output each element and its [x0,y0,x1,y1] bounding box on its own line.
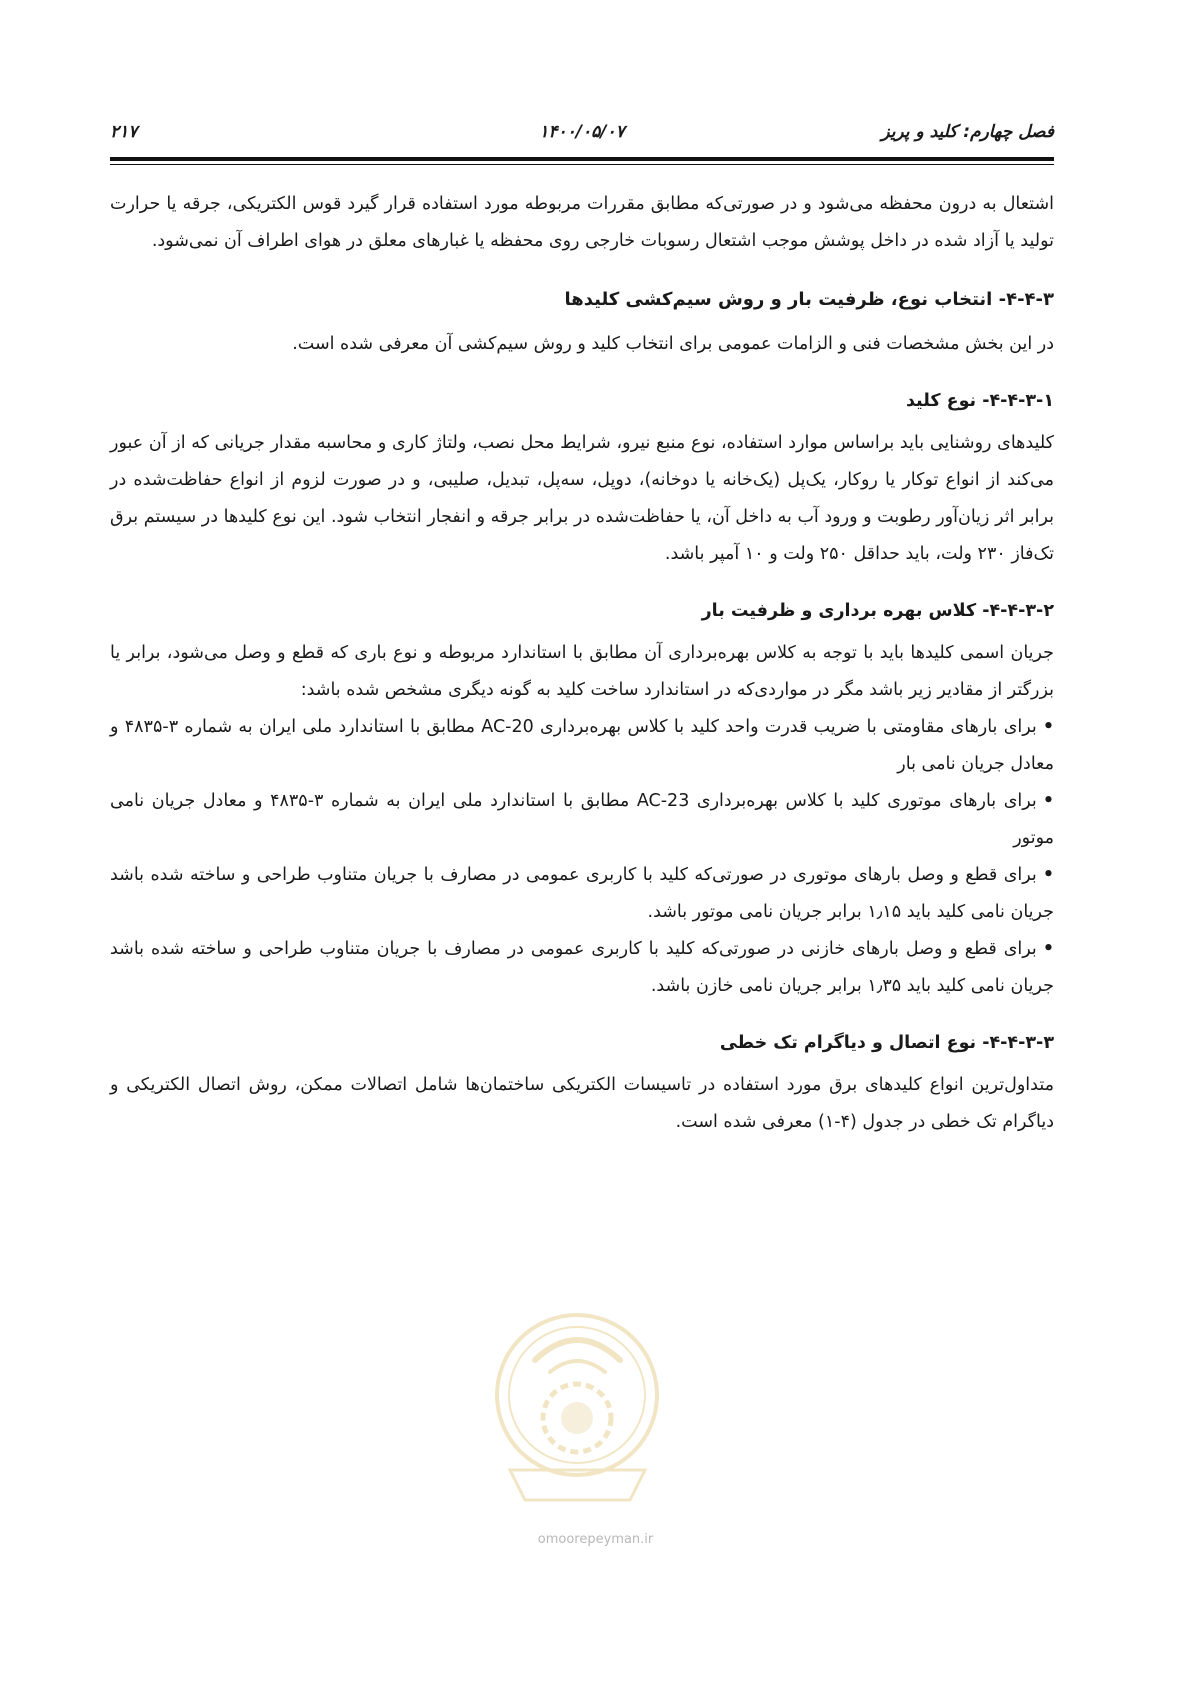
list-item-text: برای قطع و وصل بارهای خازنی در صورتی‌که کلید با کاربری عمومی در مصارف با جریان متناوب طراحی و ساخته شده باشد جریان نامی کلید باید ۱٫۳۵ برابر جریان نامی خازن باشد. [110,939,1054,996]
page-content [110,186,1054,1141]
list-item-text: برای بارهای موتوری کلید با کلاس بهره‌برداری AC-23 مطابق با استاندارد ملی ایران به شماره ۳-۴۸۳۵ و معادل جریان نامی موتور [110,791,1054,848]
list-item [110,709,1054,783]
section-3-paragraph: در این بخش مشخصات فنی و الزامات عمومی برای انتخاب کلید و روش سیم‌کشی آن معرفی شده است. [292,334,1054,354]
section-3-1-paragraph: کلیدهای روشنایی باید براساس موارد استفاده، نوع منبع نیرو، شرایط محل نصب، ولتاژ کاری و محاسبه مقدار جریانی که از آن عبور می‌کند از انواع توکار یا روکار، یک‌پل (یک‌خانه یا دوخانه)، دوپل، سه‌پل، تبدیل، صلیبی، و در صورت لزوم از انواع حفاظت‌شده در برابر اثر زیان‌آور رطوبت و ورود آب به داخل آن، یا حفاظت‌شده در برابر جرقه و انفجار انتخاب شود. این نوع کلیدها در سیستم برق تک‌فاز ۲۳۰ ولت، باید حداقل ۲۵۰ ولت و ۱۰ آمپر باشد. [110,433,1054,564]
chapter-title: فصل چهارم: کلید و پریز [881,122,1054,142]
header-date: ۱۴۰۰/۰۵/۰۷ [539,122,625,142]
bullet-icon: • [1042,939,1054,959]
section-3-2-paragraph: جریان اسمی کلیدها باید با توجه به کلاس بهره‌برداری آن مطابق با استاندارد مربوطه و نوع باری که قطع و وصل می‌شود، برابر یا بزرگتر از مقادیر زیر باشد مگر در مواردی‌که در استاندارد ساخت کلید به گونه دیگری مشخص شده باشد: [110,643,1054,700]
bullet-icon: • [1042,865,1054,885]
page-header [110,118,1054,154]
section-heading-3: ۴-۴-۳- انتخاب نوع، ظرفیت بار و روش سیم‌کشی کلیدها [564,289,1054,310]
section-3-3-paragraph: متداول‌ترین انواع کلیدهای برق مورد استفاده در تاسیسات الکتریکی ساختمان‌ها شامل اتصالات ممکن، روش اتصال الکتریکی و دیاگرام تک خطی در جدول (۴-۱) معرفی شده است. [110,1075,1054,1132]
bullet-icon: • [1042,717,1054,737]
list-item-text: برای بارهای مقاومتی با ضریب قدرت واحد کلید با کلاس بهره‌برداری AC-20 مطابق با استاندارد ملی ایران به شماره ۳-۴۸۳۵ و معادل جریان نامی بار [110,717,1054,774]
page-number: ۲۱۷ [110,122,138,142]
intro-paragraph: اشتعال به درون محفظه می‌شود و در صورتی‌که مطابق مقررات مربوطه مورد استفاده قرار گیرد قوس الکتریکی، جرقه یا حرارت تولید یا آزاد شده در داخل پوشش موجب اشتعال رسوبات خارجی روی محفظه یا غبارهای معلق در هوای اطراف آن نمی‌شود. [110,194,1054,251]
section-heading-3-2: ۴-۴-۳-۲- کلاس بهره برداری و ظرفیت بار [701,601,1054,621]
bullet-icon: • [1042,791,1054,811]
section-heading-3-3: ۴-۴-۳-۳- نوع اتصال و دیاگرام تک خطی [719,1033,1054,1053]
watermark-url: omoorepeyman.ir [537,1532,654,1547]
watermark-seal-icon [490,1300,665,1515]
list-item [110,857,1054,931]
list-item [110,931,1054,1005]
header-rule-thick [110,157,1054,161]
requirements-list [110,709,1054,1005]
list-item-text: برای قطع و وصل بارهای موتوری در صورتی‌که کلید با کاربری عمومی در مصارف با جریان متناوب طراحی و ساخته شده باشد جریان نامی کلید باید ۱٫۱۵ برابر جریان نامی موتور باشد. [110,865,1054,922]
list-item [110,783,1054,857]
section-heading-3-1: ۴-۴-۳-۱- نوع کلید [905,391,1054,411]
header-rule-thin [110,164,1054,165]
